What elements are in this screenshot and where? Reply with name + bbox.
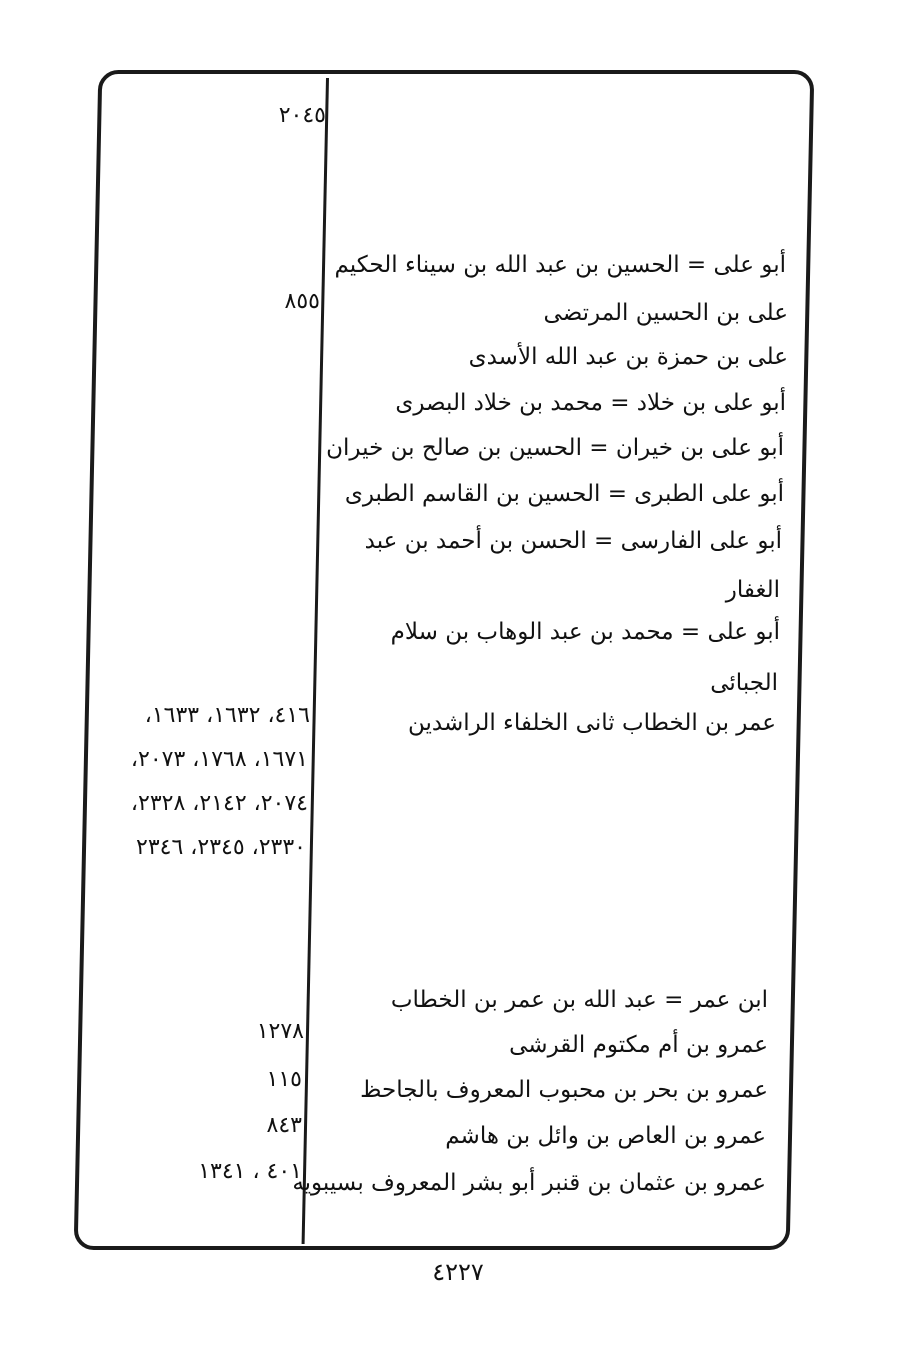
page-ref: ٨٤٣ [266, 1113, 302, 1138]
index-entry: عمرو بن العاص بن وائل بن هاشم [445, 1123, 766, 1149]
page-ref: ٤٠١ ، ١٣٤١ [198, 1159, 302, 1184]
index-entry: أبو على الطبرى = الحسين بن القاسم الطبرى [344, 481, 784, 507]
index-entry: أبو على بن خيران = الحسين بن صالح بن خيران [326, 435, 784, 461]
page-ref: ٨٥٥ [284, 289, 320, 314]
index-entry: على بن حمزة بن عبد الله الأسدى [468, 344, 788, 370]
index-entry: عمر بن الخطاب ثانى الخلفاء الراشدين [408, 710, 776, 736]
index-entry: أبو على بن خلاد = محمد بن خلاد البصرى [395, 390, 786, 416]
index-entry: عمرو بن بحر بن محبوب المعروف بالجاحظ [360, 1077, 768, 1103]
index-entry: ابن عمر = عبد الله بن عمر بن الخطاب [390, 987, 768, 1013]
index-entry: الغفار [725, 577, 780, 603]
index-entry: أبو على = محمد بن عبد الوهاب بن سلام [390, 619, 780, 645]
page-ref: ٢٠٤٥ [278, 103, 326, 128]
index-entry: عمرو بن أم مكتوم القرشى [509, 1032, 768, 1058]
index-entry: عمرو بن عثمان بن قنبر أبو بشر المعروف بسيبويه [292, 1170, 766, 1196]
index-entry: الجبائى [710, 670, 778, 696]
page-ref: ١١٥ [266, 1067, 302, 1092]
page-ref: ١٢٧٨ [256, 1019, 304, 1044]
page-ref: ٤١٦، ١٦٣٢، ١٦٣٣، [144, 703, 310, 728]
page-number: ٤٢٢٧ [432, 1258, 484, 1286]
index-entry: أبو على = الحسين بن عبد الله بن سيناء الحكيم [334, 252, 786, 278]
page-ref: ٢٠٧٤، ٢١٤٢، ٢٣٢٨، [130, 791, 308, 816]
index-entry: على بن الحسين المرتضى [543, 300, 788, 326]
index-entry: أبو على الفارسى = الحسن بن أحمد بن عبد [364, 528, 782, 554]
page-ref: ١٦٧١، ١٧٦٨، ٢٠٧٣، [130, 747, 308, 772]
page-ref: ٢٣٣٠، ٢٣٤٥، ٢٣٤٦ [136, 835, 306, 860]
